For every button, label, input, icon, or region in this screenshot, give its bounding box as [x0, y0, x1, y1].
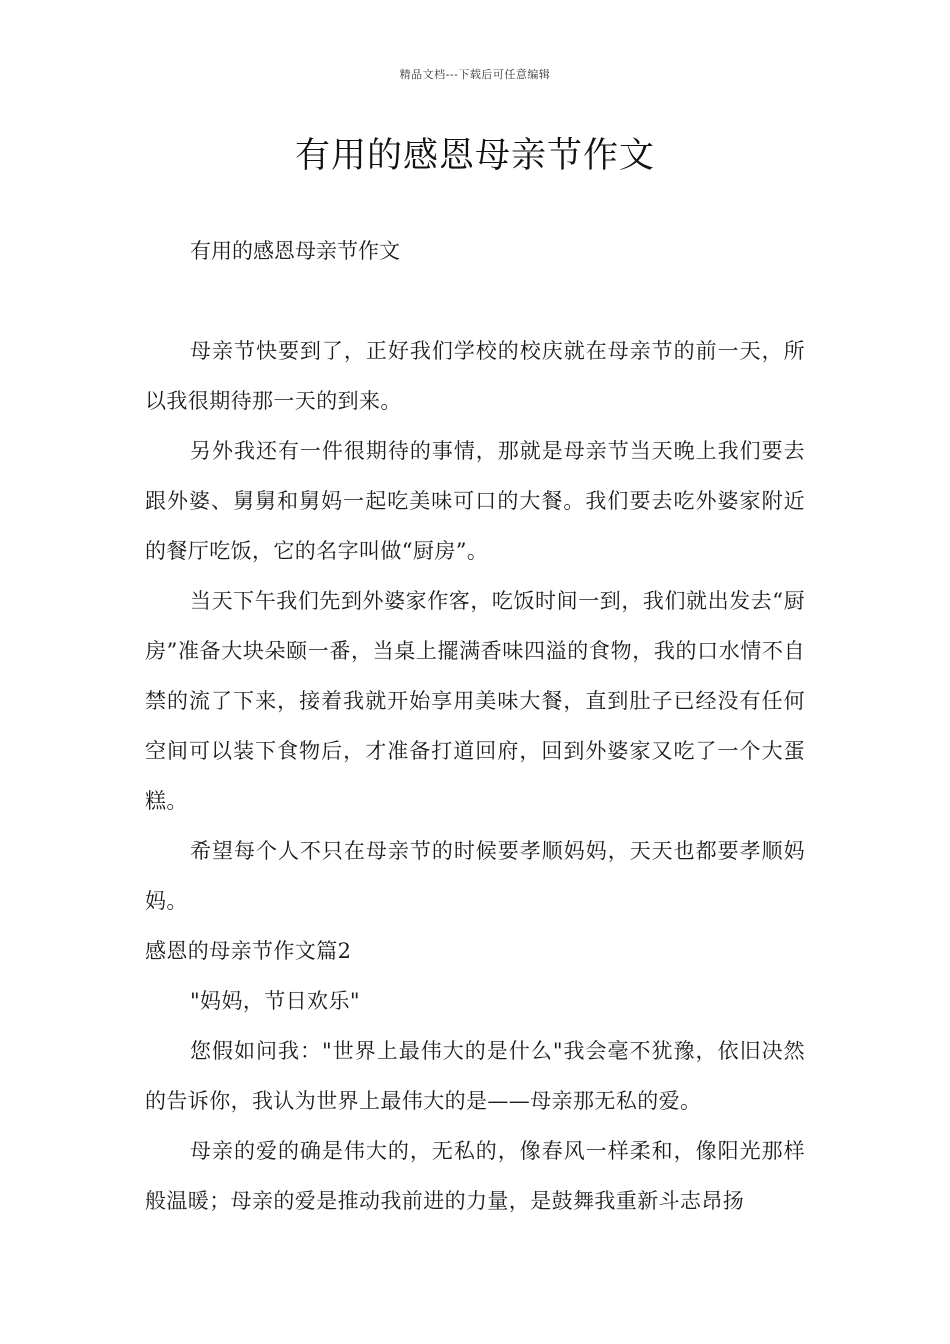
- paragraph: "妈妈，节日欢乐": [190, 989, 360, 1013]
- paragraph: 另外我还有一件很期待的事情，那就是母亲节当天晚上我们要去跟外婆、舅舅和舅妈一起吃美味可口的大餐。我们要去吃外婆家附近的餐厅吃饭，它的名字叫做“厨房”。: [145, 439, 805, 563]
- paragraph: 希望每个人不只在母亲节的时候要孝顺妈妈，天天也都要孝顺妈妈。: [145, 839, 805, 913]
- section-heading: 感恩的母亲节作文篇2: [145, 939, 352, 963]
- paragraph: 母亲的爱的确是伟大的，无私的，像春风一样柔和，像阳光那样般温暖；母亲的爱是推动我前进的力量，是鼓舞我重新斗志昂扬: [145, 1139, 805, 1213]
- paragraph: 您假如问我："世界上最伟大的是什么"我会毫不犹豫，依旧决然的告诉你，我认为世界上最伟大的是——母亲那无私的爱。: [145, 1039, 805, 1113]
- document-title: 有用的感恩母亲节作文: [294, 136, 655, 176]
- header-note: 精品文档---下载后可任意编辑: [399, 68, 551, 81]
- paragraph: 当天下午我们先到外婆家作客，吃饭时间一到，我们就出发去“厨房”准备大块朵颐一番，当桌上擺满香味四溢的食物，我的口水情不自禁的流了下来，接着我就开始享用美味大餐，直到肚子已经没有任何空间可以装下食物后，才准备打道回府，回到外婆家又吃了一个大蛋糕。: [145, 589, 805, 813]
- paragraph: 母亲节快要到了，正好我们学校的校庆就在母亲节的前一天，所以我很期待那一天的到来。: [145, 339, 805, 413]
- document-body: [145, 326, 805, 1226]
- document-subtitle: 有用的感恩母亲节作文: [190, 239, 400, 263]
